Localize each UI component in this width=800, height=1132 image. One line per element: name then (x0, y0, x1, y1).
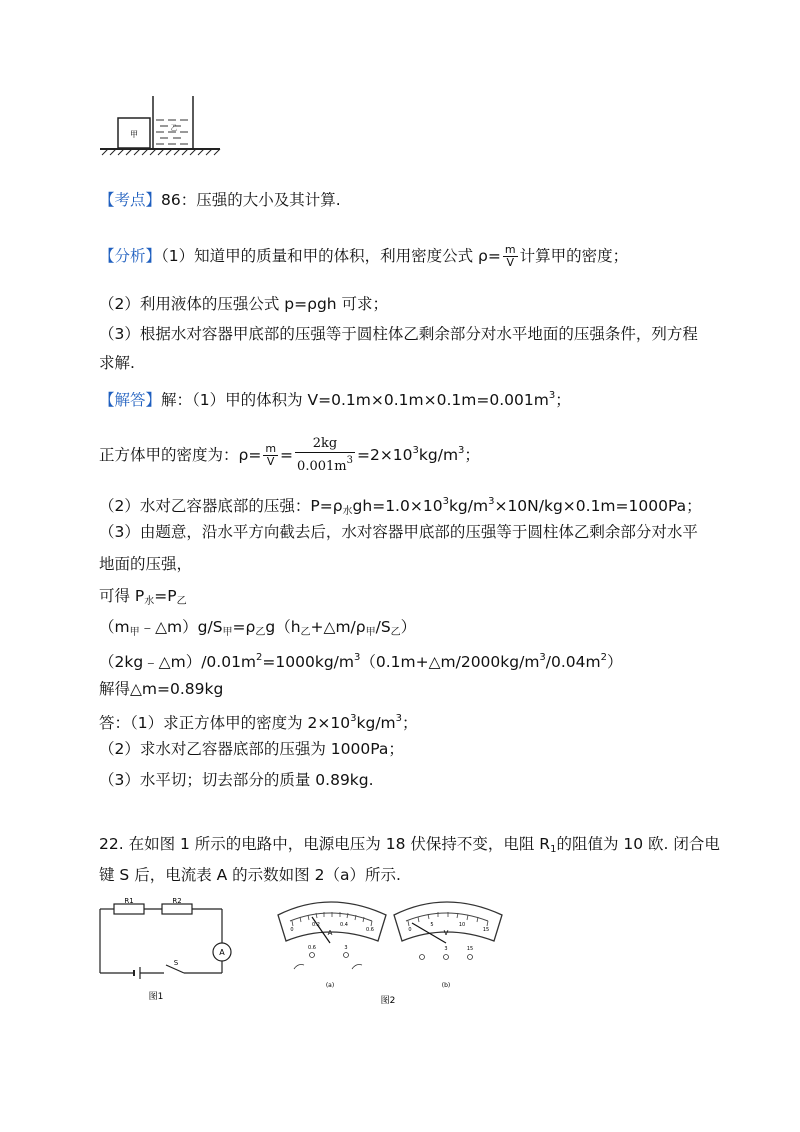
result-line: 解得△m=0.89kg (99, 680, 224, 698)
figure2-caption: 图2 (380, 996, 396, 1005)
svg-text:R2: R2 (172, 897, 182, 905)
svg-text:0.4: 0.4 (340, 922, 348, 928)
fenxi-line-2: （2）利用液体的压强公式 p=ρgh 可求； (99, 295, 389, 313)
answer-1: 答：（1）求正方体甲的密度为 $2\times 10^3kg/m^3$； (99, 713, 418, 732)
svg-text:R1: R1 (124, 897, 134, 905)
voltmeter-dial (394, 902, 502, 943)
fenxi-tag: 【分析】 (99, 247, 162, 265)
circuit-figure (96, 895, 246, 1005)
kaodian-text: 86：压强的大小及其计算. (161, 191, 341, 209)
svg-text:0.6: 0.6 (366, 927, 374, 933)
part3-line-2: 地面的压强， (99, 555, 193, 573)
meter-b-label: (b) (441, 982, 451, 989)
q22-line-1: 22. 在如图 1 所示的电路中，电源电压为 18 伏保持不变，电阻 $R_1$的阻值为 10 欧. 闭合电 (99, 835, 720, 855)
ammeter-label: A (219, 948, 225, 957)
jieda-tag: 【解答】 (99, 391, 162, 409)
svg-text:S: S (173, 959, 179, 967)
svg-text:3: 3 (344, 945, 348, 951)
kaodian-tag: 【考点】 (99, 191, 162, 209)
svg-text:15: 15 (482, 927, 490, 933)
svg-text:0.2: 0.2 (312, 922, 320, 928)
resistor-r2 (162, 904, 192, 914)
svg-text:0: 0 (290, 927, 294, 933)
part3-line-1: （3）由题意，沿水平方向截去后，水对容器甲底部的压强等于圆柱体乙剩余部分对水平 (99, 523, 698, 541)
equation-1: 可得 $P_水=P_乙$ (99, 587, 187, 607)
answer-2: （2）求水对乙容器底部的压强为 1000Pa； (99, 740, 404, 758)
kaodian-line (99, 189, 341, 211)
container-yi-label: 乙 (170, 124, 178, 132)
svg-text:0.6: 0.6 (308, 945, 316, 951)
meters-figure (272, 893, 512, 1005)
voltmeter-needle (412, 923, 446, 943)
svg-text:15: 15 (466, 946, 474, 952)
mass-volume-fraction: $\frac{2kg}{0.001m^3}$ (297, 436, 353, 474)
density-fraction: $\frac{m}{V}$ (504, 243, 516, 269)
equation-2: $(m_甲﹣\triangle m)g/S_甲=\rho_乙g(h_乙+\triangle m/\rho_甲/S_乙)$ (99, 618, 417, 638)
density-line: 正方体甲的密度为：ρ= $\frac{m}{V}$ = $\frac{2kg}{0.001m^3}$ $=2\times 10^3kg/m^3$； (99, 436, 480, 474)
equation-3: $(2kg﹣\triangle m)/0.01m^2=1000kg/m^3(0.1m+\triangle m/2000kg/m^3/0.04m^2)$ (99, 652, 623, 671)
svg-text:10: 10 (458, 922, 466, 928)
meter-a-label: (a) (325, 982, 335, 989)
fenxi-line-3: （3）根据水对容器甲底部的压强等于圆柱体乙剩余部分对水平地面的压强条件，列方程 (99, 325, 698, 343)
svg-text:V: V (443, 929, 449, 937)
jieda-line-1: 【解答】解：（1）甲的体积为 $V=0.1m\times 0.1m\times 0.1m=0.001m^3$； (99, 390, 571, 409)
ammeter-dial (278, 902, 386, 943)
answer-3: （3）水平切；切去部分的质量 0.89kg. (99, 771, 374, 789)
cube-jia-label: 甲 (130, 130, 138, 139)
svg-text:A: A (327, 929, 333, 937)
fenxi-line-1: 【分析】（1）知道甲的质量和甲的体积，利用密度公式 ρ= $\frac{m}{V}$ 计算甲的密度； (99, 243, 629, 269)
figure1-caption: 图1 (148, 992, 164, 1002)
svg-text:3: 3 (444, 946, 448, 952)
svg-text:5: 5 (430, 922, 434, 928)
svg-text:0: 0 (408, 927, 412, 933)
q22-line-2: 键 S 后，电流表 A 的示数如图 2（a）所示. (99, 866, 401, 884)
resistor-r1 (114, 904, 144, 914)
pressure-line: （2）水对乙容器底部的压强：$P=\rho_水gh=1.0\times 10^3kg/m^3\times 10N/kg\times 0.1m=1000Pa$； (99, 496, 702, 517)
top-figure (98, 92, 228, 156)
fenxi-line-4: 求解. (99, 354, 135, 372)
